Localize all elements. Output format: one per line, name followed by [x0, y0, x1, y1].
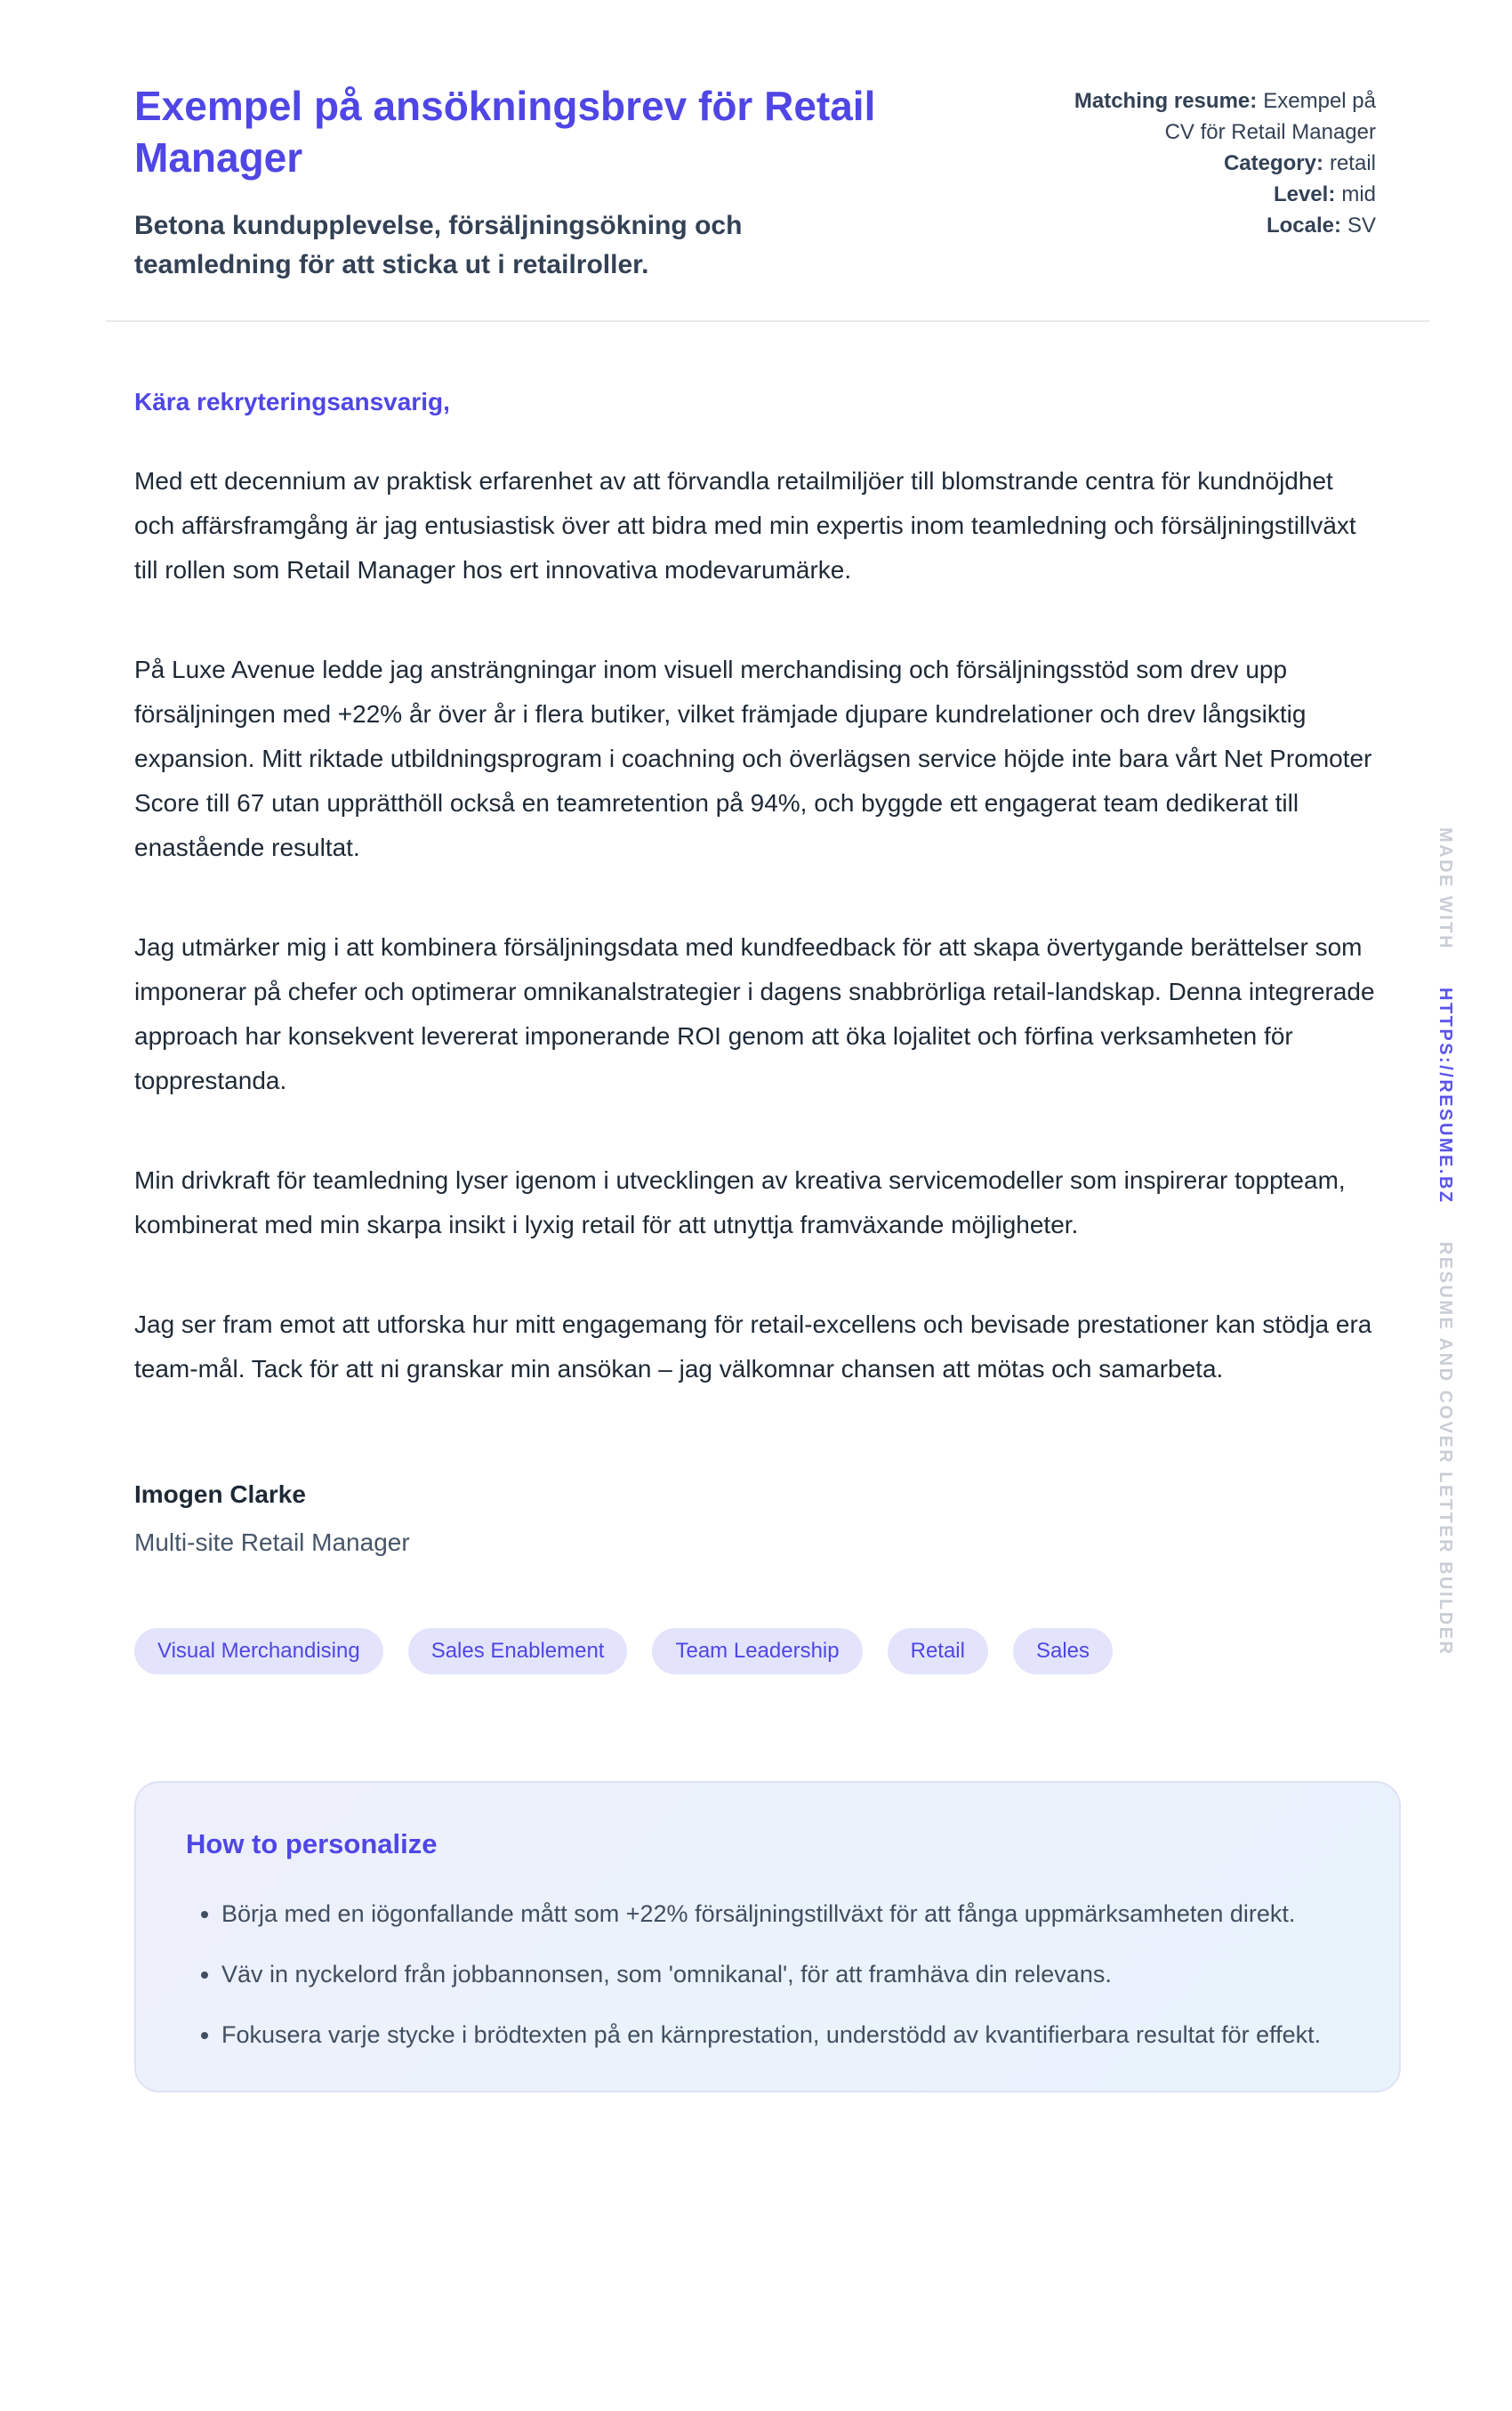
cover-letter-body [134, 384, 1401, 1560]
letter-greeting: Kära rekryteringsansvarig, [134, 388, 450, 415]
watermark-suffix: RESUME AND COVER LETTER BUILDER [1436, 1241, 1455, 1657]
tag-team-leadership[interactable]: Team Leadership [652, 1628, 862, 1674]
header-text-block [134, 80, 935, 285]
tag-sales[interactable]: Sales [1013, 1628, 1113, 1674]
tip-item-3: • Fokusera varje stycke i brödtexten på en kärnprestation, understödd av kvantifierbara resultat för effekt. [221, 2011, 1333, 2059]
meta-category [1045, 148, 1376, 179]
meta-value: SV [1347, 214, 1376, 238]
watermark-link[interactable]: HTTPS://RESUME.BZ [1436, 988, 1455, 1205]
tip-item-2: • Väv in nyckelord från jobbannonsen, som 'omnikanal', för att framhäva din relevans. [221, 1950, 1333, 1998]
meta-label: Level: [1273, 182, 1336, 206]
meta-value: retail [1329, 151, 1376, 175]
page-header [134, 80, 1401, 285]
how-to-personalize-card [134, 1781, 1401, 2092]
tag-list [134, 1628, 1401, 1674]
meta-panel [1045, 80, 1401, 241]
letter-paragraph-4: Min drivkraft för teamledning lyser igenom i utvecklingen av kreativa servicemodeller som inspirerar toppteam, kombinerat med min skarpa insikt i lyxig retail för att utnyttja framväxande möjligheter. [134, 1166, 1346, 1238]
page-title: Exempel på ansökningsbrev för Retail Manager [134, 83, 876, 181]
meta-locale [1045, 210, 1376, 241]
meta-level [1045, 179, 1376, 210]
header-divider [106, 320, 1429, 322]
made-with-watermark [1435, 827, 1455, 1656]
signature-name: Imogen Clarke [134, 1480, 306, 1508]
meta-value: mid [1341, 182, 1376, 206]
meta-label: Locale: [1266, 214, 1341, 238]
tag-visual-merchandising[interactable]: Visual Merchandising [134, 1628, 383, 1674]
tips-heading: How to personalize [186, 1828, 438, 1859]
signature-role: Multi-site Retail Manager [134, 1528, 410, 1556]
tag-retail[interactable]: Retail [888, 1628, 988, 1674]
letter-paragraph-1: Med ett decennium av praktisk erfarenhet av att förvandla retailmiljöer till blomstrande centra för kundnöjdhet och affärsframgång är jag entusiastisk över att bidra med min expertis inom teamledning och försäljningstillväxt till rollen som Retail Manager hos ert innovativa modevarumärke. [134, 467, 1356, 584]
meta-label: Matching resume: [1074, 89, 1258, 113]
watermark-prefix: MADE WITH [1436, 827, 1455, 951]
letter-paragraph-2: På Luxe Avenue ledde jag ansträngningar inom visuell merchandising och försäljningsstöd som drev upp försäljningen med +22% år över år i flera butiker, vilket främjade djupare kundrelationer och drev långsiktig expansion. Mitt riktade utbildningsprogram i coachning och överlägsen service höjde inte bara vårt Net Promoter Score till 67 utan upprätthöll också en teamretention på 94%, och byggde ett engagerat team dedikerat till enastående resultat. [134, 656, 1372, 861]
page-subtitle: Betona kundupplevelse, försäljningsökning och teamledning för att sticka ut i retailroller. [134, 211, 743, 279]
meta-matching-resume [1045, 85, 1376, 148]
tag-sales-enablement[interactable]: Sales Enablement [408, 1628, 628, 1674]
letter-paragraph-5: Jag ser fram emot att utforska hur mitt engagemang för retail-excellens och bevisade prestationer kan stödja era team-mål. Tack för att ni granskar min ansökan – jag välkomnar chansen att mötas och samarbeta. [134, 1310, 1372, 1383]
meta-label: Category: [1223, 151, 1323, 175]
tips-list [186, 1890, 1349, 2059]
meta-value: Exempel på CV för Retail Manager [1164, 89, 1376, 144]
letter-paragraph-3: Jag utmärker mig i att kombinera försäljningsdata med kundfeedback för att skapa övertygande berättelser som imponerar på chefer och optimerar omnikanalstrategier i dagens snabbrörliga retail-landskap. Denna integrerade approach har konsekvent levererat imponerande ROI genom att öka lojalitet och förfina verksamheten för topprestanda. [134, 933, 1375, 1094]
content-container [106, 0, 1429, 2092]
tip-item-1: • Börja med en iögonfallande mått som +22% försäljningstillväxt för att fånga uppmärksamheten direkt. [221, 1890, 1333, 1938]
